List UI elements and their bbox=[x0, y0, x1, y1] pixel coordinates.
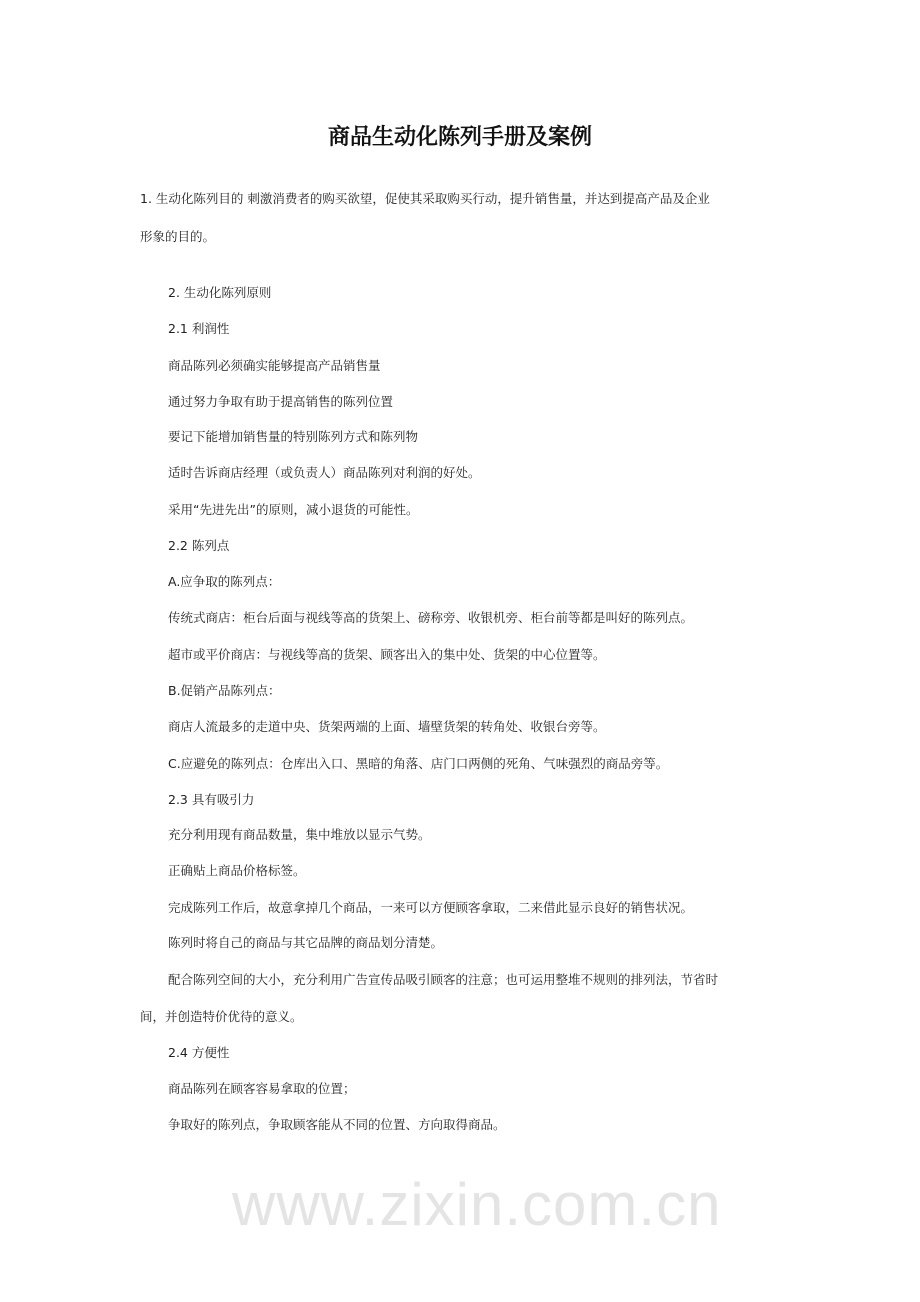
paragraph-line: 传统式商店：柜台后面与视线等高的货架上、磅称旁、收银机旁、柜台前等都是叫好的陈列点。 bbox=[168, 610, 694, 625]
paragraph-line: 适时告诉商店经理（或负责人）商品陈列对利润的好处。 bbox=[168, 465, 481, 480]
paragraph-line: 完成陈列工作后，故意拿掉几个商品，一来可以方便顾客拿取，二来借此显示良好的销售状况。 bbox=[168, 900, 694, 915]
paragraph-line: 陈列时将自己的商品与其它品牌的商品划分清楚。 bbox=[168, 935, 444, 950]
paragraph-line: B.促销产品陈列点： bbox=[168, 683, 281, 698]
paragraph-line: 通过努力争取有助于提高销售的陈列位置 bbox=[168, 394, 394, 409]
paragraph-line: 争取好的陈列点，争取顾客能从不同的位置、方向取得商品。 bbox=[168, 1117, 506, 1132]
paragraph-line: 商品陈列必须确实能够提高产品销售量 bbox=[168, 358, 381, 373]
section-heading: 2.4 方便性 bbox=[168, 1045, 230, 1060]
paragraph-line: 形象的目的。 bbox=[140, 229, 216, 244]
document-title: 商品生动化陈列手册及案例 bbox=[327, 125, 592, 150]
paragraph-line: 要记下能增加销售量的特别陈列方式和陈列物 bbox=[168, 429, 419, 444]
section-heading: 2.2 陈列点 bbox=[168, 538, 230, 553]
paragraph-line: 商店人流最多的走道中央、货架两端的上面、墙壁货架的转角处、收银台旁等。 bbox=[168, 719, 606, 734]
paragraph-line: 采用“先进先出”的原则，减小退货的可能性。 bbox=[168, 502, 419, 517]
paragraph-line: 正确贴上商品价格标签。 bbox=[168, 863, 306, 878]
paragraph-line: 超市或平价商店：与视线等高的货架、顾客出入的集中处、货架的中心位置等。 bbox=[168, 647, 606, 662]
section-heading: 2.3 具有吸引力 bbox=[168, 792, 255, 807]
paragraph-line: 间，并创造特价优待的意义。 bbox=[140, 1009, 303, 1024]
paragraph-line: 充分利用现有商品数量，集中堆放以显示气势。 bbox=[168, 827, 431, 842]
paragraph-line: A.应争取的陈列点： bbox=[168, 574, 281, 589]
watermark: www.zixin.com.cn bbox=[232, 1171, 722, 1238]
paragraph-line: 1. 生动化陈列目的 刺激消费者的购买欲望，促使其采取购买行动，提升销售量，并达到提高产品及企业 bbox=[140, 191, 710, 206]
section-heading: 2. 生动化陈列原则 bbox=[168, 285, 272, 300]
paragraph-line: C.应避免的陈列点：仓库出入口、黑暗的角落、店门口两侧的死角、气味强烈的商品旁等。 bbox=[168, 756, 669, 771]
paragraph-line: 商品陈列在顾客容易拿取的位置； bbox=[168, 1081, 356, 1096]
section-heading: 2.1 利润性 bbox=[168, 321, 230, 336]
paragraph-line: 配合陈列空间的大小，充分利用广告宣传品吸引顾客的注意；也可运用整堆不规则的排列法，节省时 bbox=[168, 972, 719, 987]
